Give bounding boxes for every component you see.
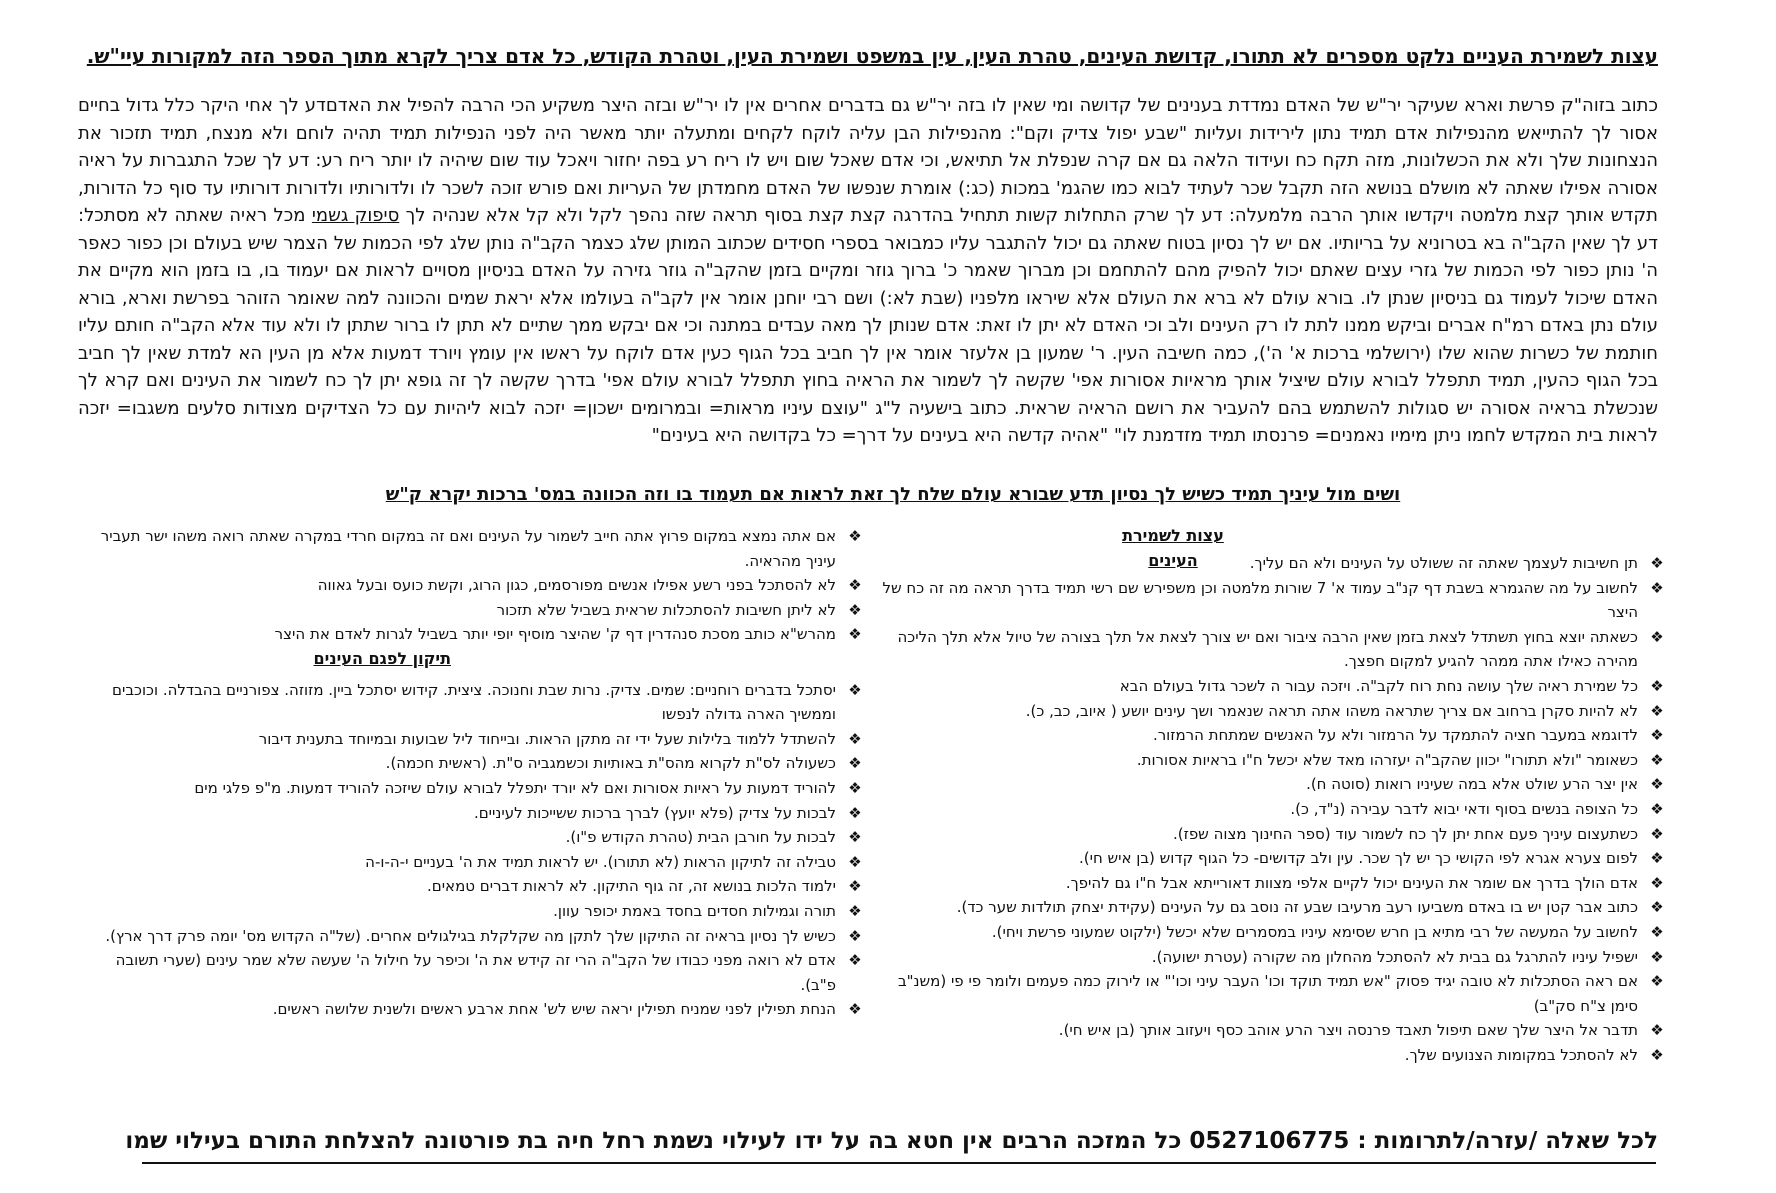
- list-item-text: אדם הולך בדרך אם שומר את העינים יכול לקיים אלפי מצוות דאורייתא אבל ח"ו גם להיפך.: [1065, 873, 1638, 892]
- list-item-text: לחשוב על המעשה של רבי מתיא בן חרש שסימא עיניו במסמרים שלא יכשל (ילקוט שמעוני פרשת ויחי).: [991, 922, 1638, 941]
- list-item: [878, 871, 1668, 896]
- list-item: [878, 1018, 1668, 1043]
- bullet-diamond-icon: ❖: [1650, 627, 1664, 646]
- bullet-diamond-icon: ❖: [1650, 898, 1664, 917]
- list-item-text: כשאומר "ולא תתורו" יכוון שהקב"ה יעזרהו מאד שלא יכשל ח"ו בראיות אסורות.: [1136, 750, 1638, 769]
- intro-line: כתוב בזוה"ק פרשת וארא שעיקר יר"ש של האדם נמדדת בענינים של קדושה ומי שאין לו בזה יר"ש גם בדברים אחרים אין לו יר"ש ובזה היצר משקיע הכי הרבה להפיל את האדםדע לך אחי היקר כלל גדול: [126, 95, 1658, 116]
- bullet-diamond-icon: ❖: [848, 1000, 862, 1019]
- right-column: [878, 524, 1668, 1067]
- intro-line: ראיה אסורה אפילו שאתה לא מושלם בנושא הזה תקבל שכר לעתיד לבוא כמו שהגמ' במכות (כג:) אומרת שנפשו של האדם מחמדתן של העריות ואם פורש זוכה לשכר לו ולדורותיו ולדורות דורותיו עד סוף כל: [78, 150, 1658, 199]
- list-item: [96, 948, 866, 997]
- list-item: [878, 797, 1668, 822]
- list-item: [878, 772, 1668, 797]
- intro-paragraph: [78, 92, 1658, 450]
- section-subtitle: ושים מול עיניך תמיד כשיש לך נסיון תדע שבורא עולם שלח לך זאת לראות אם תעמוד בו וזה הכוונה במס' ברכות יקרא ק"ש: [385, 484, 1401, 505]
- list-item-text: כתוב אבר קטן יש בו באדם משביעו רעב מרעיבו שבע זה נוסב גם על העינים (עקידת יצחק תולדות שער כד).: [956, 898, 1638, 917]
- list-item: [96, 622, 866, 647]
- intro-line: בחיים אסור לך להתייאש מהנפילות אדם תמיד נתון לירידות ועליות "שבע יפול צדיק וקם": מהנפילות הבן עליה לוקח לקחים ומתעלה יותר מאשר היה לפני הנפילות תמיד תהיה לוחם ולא מנצח, תמיד תזכור את: [78, 95, 1658, 144]
- bullet-diamond-icon: ❖: [1650, 849, 1664, 868]
- list-item-text: כשיש לך נסיון בראיה זה התיקון שלך לתקן מה שקלקלת בגילגולים אחרים. (של"ה הקדוש מס' יומה פרק דרך ארץ).: [105, 926, 836, 945]
- bullet-diamond-icon: ❖: [1650, 1021, 1664, 1040]
- list-item-text: כשאתה יוצא בחוץ תשתדל לצאת בזמן שאין הרבה ציבור ואם יש צורך לצאת אל תלך בצורה של טיול אלא תלך הליכה מהירה כאילו אתה ממהר להגיע למקום חפצך.: [897, 627, 1638, 671]
- bullet-diamond-icon: ❖: [848, 625, 862, 644]
- list-item-text: לבכות על צדיק (פלא יועץ) לברך ברכות ששייכות לעיניים.: [473, 803, 836, 822]
- list-item-text: כשתעצום עיניך פעם אחת יתן לך כח לשמור עוד (ספר החינוך מצוה שפז).: [1173, 824, 1638, 843]
- bullet-diamond-icon: ❖: [848, 778, 862, 797]
- list-item: [878, 748, 1668, 773]
- bullet-diamond-icon: ❖: [1650, 873, 1664, 892]
- bullet-diamond-icon: ❖: [848, 527, 862, 545]
- list-item: [96, 899, 866, 924]
- bullet-diamond-icon: ❖: [1650, 578, 1664, 597]
- intro-underlined-phrase: סיפוק גשמי: [311, 205, 400, 226]
- list-item: [878, 576, 1668, 625]
- bullet-diamond-icon: ❖: [848, 901, 862, 920]
- list-item: [96, 776, 866, 801]
- list-item-text: אם אתה נמצא במקום פרוץ אתה חייב לשמור על העינים ואם זה במקום חרדי במקרה שאתה רואה משהו ישר תעביר עיניך מהראיה.: [100, 527, 836, 570]
- list-item: [878, 895, 1668, 920]
- list-item-text: יסתכל בדברים רוחניים: שמים. צדיק. נרות שבת וחנוכה. ציצית. קידוש יסתכל ביין. מזוזה. צפורניים בהבדלה. וכוכבים וממשיך הארה גדולה לנפשו: [112, 680, 836, 724]
- right-column-title: עצות לשמירת העינים: [1122, 526, 1224, 570]
- bullet-diamond-icon: ❖: [848, 877, 862, 896]
- list-item: [878, 969, 1668, 1018]
- list-item: [878, 1043, 1668, 1068]
- list-item: [878, 822, 1668, 847]
- list-item: [96, 801, 866, 826]
- bullet-diamond-icon: ❖: [1650, 554, 1664, 572]
- bullet-diamond-icon: ❖: [1650, 947, 1664, 966]
- list-item: [96, 874, 866, 899]
- list-item-text: אין יצר הרע שולט אלא במה שעיניו רואות (סוטה ח).: [1306, 775, 1638, 794]
- list-item-text: תן חשיבות לעצמך שאתה זה ששולט על העינים ולא הם עליך.: [1249, 554, 1638, 572]
- footer-contact: לכל שאלה /עזרה/לתרומות : 0527106775 כל המזכה הרבים אין חטא בה על ידו לעילוי נשמת רחל חיה בת פורטונה להצלחת התורם בעילוי שמו: [125, 1128, 1658, 1154]
- list-item-text: טבילה זה לתיקון הראות (לא תתורו). יש לראות תמיד את ה' בעניים י-ה-ו-ה: [365, 852, 836, 871]
- left-tips-list: [96, 524, 866, 647]
- list-item: [96, 598, 866, 623]
- list-item-text: לבכות על חורבן הבית (טהרת הקודש פ"ו).: [565, 828, 836, 847]
- bullet-diamond-icon: ❖: [848, 729, 862, 748]
- intro-line: וארא, בורא עולם נתן באדם רמ"ח אברים וביקש ממנו לתת לו רק העינים ולב וכי האדם לא יתן לו זאת: אדם שנותן לך מאה עבדים במתנה וכי אם יבקש ממך שתיים לא תתן לו ברור שתתן לו ולא עוד אלא: [78, 287, 1658, 336]
- left-column: [96, 524, 866, 1022]
- list-item: [878, 723, 1668, 748]
- bullet-diamond-icon: ❖: [1650, 922, 1664, 941]
- list-item: [96, 924, 866, 949]
- list-item-text: הנחת תפילין לפני שמניח תפילין יראה שיש לש' אחת ארבע ראשים ולשנית שלושה ראשים.: [272, 1000, 836, 1019]
- list-item-text: לדוגמא במעבר חציה להתמקד על הרמזור ולא על האנשים שמתחת הרמזור.: [1152, 726, 1638, 745]
- list-item-text: תורה וגמילות חסדים בחסד באמת יכופר עוון.: [553, 901, 836, 920]
- list-item-text: לא להיות סקרן ברחוב אם צריך שתראה משהו אתה תראה שנאמר ושך עינים יושע ( איוב, כב, כ).: [1025, 701, 1638, 720]
- right-tips-list: [878, 551, 1668, 1067]
- bullet-diamond-icon: ❖: [848, 951, 862, 970]
- list-item-text: כל שמירת ראיה שלך עושה נחת רוח לקב"ה. ויזכה עבור ה לשכר גדול בעולם הבא: [1119, 676, 1638, 695]
- list-item: [96, 751, 866, 776]
- list-item-text: לא ליתן חשיבות להסתכלות שראית בשביל שלא תזכור: [496, 600, 836, 619]
- intro-line: לא מסתכל: דע לך שאין הקב"ה בא בטרוניא על בריותיו. אם יש לך נסיון בטוח שאתה גם יכול להתגבר עליו כמבואר בספרי חסידים שכתוב המותן שלג כצמר הקב"ה נותן שלג לפי הכמות של הצמר שיש בעולם: [78, 205, 1658, 254]
- left-column-subtitle: תיקון לפגם העינים: [313, 648, 451, 668]
- intro-line: הקב"ה חותם עליו חותמת של כשרות שהוא שלו (ירושלמי ברכות א' ה'), כמה חשיבה העין. ר' שמעון בן אלעזר אומר אין לך חביב בכל הגוף כעין אדם לוקח על ראשו אין עומץ ויורד דמעות אלא מן העין הא: [78, 315, 1658, 364]
- bullet-diamond-icon: ❖: [1650, 775, 1664, 794]
- bullet-diamond-icon: ❖: [848, 680, 862, 699]
- list-item: [878, 551, 1668, 576]
- list-item-text: כל הצופה בנשים בסוף ודאי יבוא לדבר עבירה (נ"ד, כ).: [1290, 799, 1638, 818]
- list-item: [96, 573, 866, 598]
- list-item-text: מהרש"א כותב מסכת סנהדרין דף ק' שהיצר מוסיף יופי יותר בשביל לגרות לאדם את היצר: [274, 625, 836, 644]
- list-item-text: להשתדל ללמוד בלילות שעל ידי זה מתקן הראות. ובייחוד ליל שבועות ובמיוחד בתענית דיבור: [258, 729, 836, 748]
- list-item: [878, 674, 1668, 699]
- list-item: [96, 850, 866, 875]
- intro-line: העינים ואם קרא לך שנכשלת בראיה אסורה יש סגולות להשתמש בהם להעביר את רושם הראיה שראית. כתוב בישעיה ל"ג "עוצם עיניו מראות= ובמרומים ישכון=: [78, 370, 1658, 419]
- intro-line: הוא מקיים את האדם שיכול לעמוד גם בניסיון שנתן לו. בורא עולם לא ברא את העולם אלא שיראו מלפניו (שבת לא:) ושם רבי יוחנן אומר אין לקב"ה בעולמו אלא יראת שמים והכוונה למה שאומר הזוהר בפרשת: [78, 260, 1658, 309]
- list-item-text: אם ראה הסתכלות לא טובה יגיד פסוק "אש תמיד תוקד וכו' העבר עיני וכו'" או לירוק כמה פעמים ולומר פי פי (משנ"ב סימן צ"ח סק"ב): [897, 972, 1638, 1015]
- intro-line: הדורות, תקדש אותך קצת מלמטה ויקדשו אותך הרבה מלמעלה: דע לך שרק התחלות קשות תתחיל בהדרגה קצת קצת בסוף תראה שזה נהפך לקל ולא קל אלא שנהיה לך: [78, 177, 1658, 226]
- bullet-diamond-icon: ❖: [848, 754, 862, 773]
- repair-tips-list: [96, 678, 866, 1022]
- list-item-text: להוריד דמעות על ראיות אסורות ואם לא יורד יתפלל לבורא עולם שיזכה להוריד דמעות. מ"פ פלגי מים: [194, 778, 836, 797]
- intro-line: יזכה לבוא ליהיות עם כל הצדיקים מצודות סלעים משגבו= יזכה לראות בית המקדש לחמו ניתן מימיו נאמנים= פרנסתו תמיד מזדמנת לו" "אהיה קדשה היא בעינים על דרך= כל בקדושה היא בעינים": [78, 397, 1658, 446]
- list-item: [878, 920, 1668, 945]
- list-item: [878, 945, 1668, 970]
- bullet-diamond-icon: ❖: [1650, 750, 1664, 769]
- bullet-diamond-icon: ❖: [1650, 799, 1664, 818]
- list-item-text: תדבר אל היצר שלך שאם תיפול תאבד פרנסה ויצר הרע אוהב כסף ויעזוב אותך (בן איש חי).: [1058, 1021, 1638, 1040]
- list-item: [878, 846, 1668, 871]
- list-item: [96, 727, 866, 752]
- bullet-diamond-icon: ❖: [1650, 1045, 1664, 1064]
- bullet-diamond-icon: ❖: [848, 852, 862, 871]
- bullet-diamond-icon: ❖: [1650, 824, 1664, 843]
- bullet-diamond-icon: ❖: [1650, 701, 1664, 720]
- bullet-diamond-icon: ❖: [848, 803, 862, 822]
- list-item: [878, 625, 1668, 674]
- bullet-diamond-icon: ❖: [848, 600, 862, 619]
- list-item-text: לחשוב על מה שהגמרא בשבת דף קנ"ב עמוד א' 7 שורות מלמטה וכן משפירש שם רשי תמיד בדרך תראה מה זה כח של היצר: [882, 578, 1638, 622]
- intro-line: וכן כפור כאפר ה' נותן כפור לפי הכמות של גזרי עצים שאתם יכול להפיק מהם להתחמם וכן מברוך שאמר כ' ברוך גוזר ומקיים בזמן שהקב"ה גוזר גזירה על האדם בניסיון מסויים לראות אם יעמוד בו, בו בזמן: [78, 232, 1658, 281]
- bullet-diamond-icon: ❖: [1650, 676, 1664, 695]
- list-item: [96, 524, 866, 573]
- bullet-diamond-icon: ❖: [1650, 972, 1664, 991]
- intro-line: למדת שאין לך חביב בכל הגוף כהעין, תמיד תתפלל לבורא עולם שיציל אותך מראיות אסורות אפי' שקשה לך לשמור את הראיה בחוץ תתפלל לבורא עולם אפי' בדרך שקשה לך זה גופא יתן לך כח לשמור את: [78, 342, 1658, 391]
- list-item: [96, 825, 866, 850]
- footer-underline: [142, 1162, 1656, 1164]
- list-item: [878, 699, 1668, 724]
- list-item-text: ילמוד הלכות בנושא זה, זה גוף התיקון. לא לראות דברים טמאים.: [426, 877, 836, 896]
- list-item-text: לא להסתכל במקומות הצנועים שלך.: [1404, 1045, 1638, 1064]
- list-item-text: אדם לא רואה מפני כבודו של הקב"ה הרי זה קידש את ה' וכיפר על חילול ה' שעשה שלא שמר עינים (שערי תשובה פ"ב).: [115, 951, 836, 994]
- bullet-diamond-icon: ❖: [848, 576, 862, 595]
- page-title: עצות לשמירת העניים נלקט מספרים לא תתורו, קדושת העינים, טהרת העין, עין במשפט ושמירת העין, וטהרת הקודש, כל אדם צריך לקרא מתוך הספר הזה למקורות עיי"ש.: [86, 44, 1658, 68]
- list-item: [96, 997, 866, 1022]
- list-item-text: ישפיל עיניו להתרגל גם בבית לא להסתכל מהחלון מה שקורה (עטרת ישועה).: [1151, 947, 1638, 966]
- list-item-text: כשעולה לס"ת לקרוא מהס"ת באותיות וכשמגביה ס"ת. (ראשית חכמה).: [385, 754, 836, 773]
- list-item-text: לא להסתכל בפני רשע אפילו אנשים מפורסמים, כגון הרוג, וקשת כועס ובעל גאווה: [317, 576, 836, 595]
- bullet-diamond-icon: ❖: [848, 926, 862, 945]
- list-item: [96, 678, 866, 727]
- intro-line: מכל ראיה שאתה: [174, 205, 306, 226]
- list-item-text: לפום צערא אגרא לפי הקושי כך יש לך שכר. עין ולב קדושים- כל הגוף קדוש (בן איש חי).: [1078, 849, 1638, 868]
- bullet-diamond-icon: ❖: [848, 828, 862, 847]
- bullet-diamond-icon: ❖: [1650, 726, 1664, 745]
- intro-line: הנצחונות שלך ולא את הכשלונות, מזה תקח כח ועידוד הלאה גם אם קרה שנפלת אל תתיאש, וכי אדם שאכל שום ויש לו ריח רע בפה יחזור ויאכל עוד שום שיהיה לו יותר ריח רע: דע לך שכל התגברות על: [122, 150, 1658, 171]
